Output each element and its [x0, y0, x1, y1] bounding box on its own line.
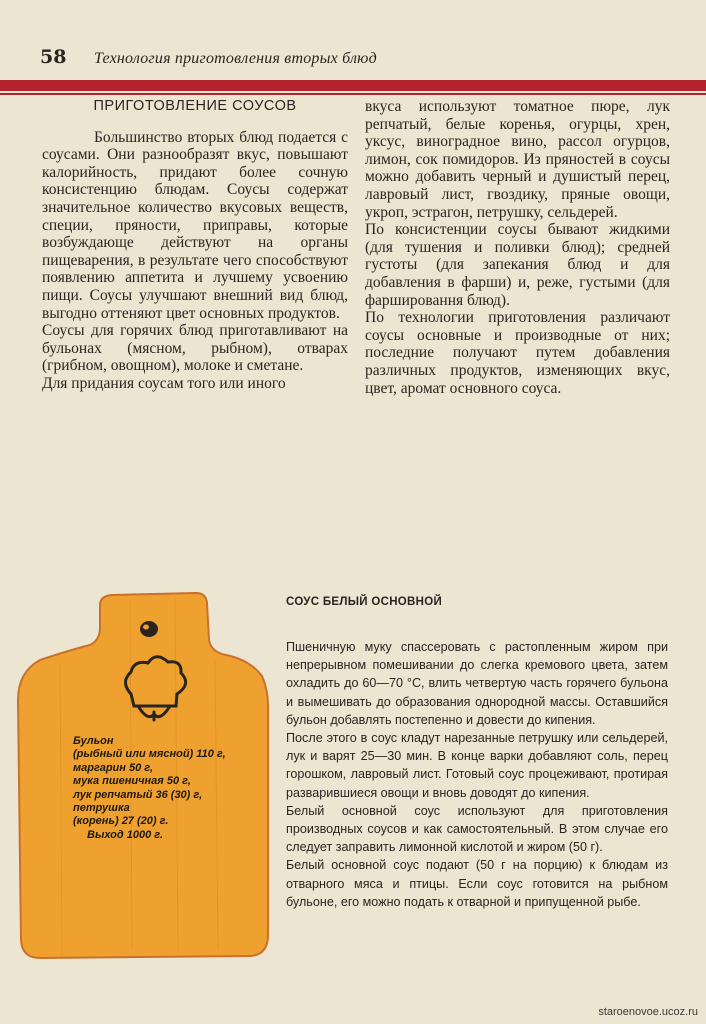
recipe-paragraph: Пшеничную муку спассеровать с растопленным жиром при непрерывном помешивании до слегка кремового цвета, затем охладить до 60—70 °С, влить четвертую часть горячего бульона и вымешивать до образования однородной массы. Оставшийся бульон добавлять постепенно и довести до кипения. [286, 640, 668, 727]
recipe-yield: Выход 1000 г. [87, 828, 164, 841]
ingredient-line: (корень) 27 (20) г. [73, 815, 169, 828]
article-paragraph: Соусы для горячих блюд приготавливают на бульонах (мясном, рыбном), отварах (грибном, овощном), молоке и сметане. [42, 322, 348, 375]
article-title: ПРИГОТОВЛЕНИЕ СОУСОВ [93, 98, 297, 114]
running-title: Технология приготовления вторых блюд [94, 50, 377, 67]
recipe-paragraph: После этого в соус кладут нарезанные петрушку или сельдерей, лук и варят 25—30 мин. В конце варки добавляют соль, перец горошком, лавровый лист. Готовый соус процеживают, протирая разварившиеся овощи и вновь доводят до кипения. [286, 731, 668, 800]
article-paragraph: вкуса используют томатное пюре, лук репчатый, белые коренья, огурцы, хрен, уксус, виноградное вино, рассол огурцов, лимон, сок помидоров. Из пряностей в соусы можно добавить черный и душистый перец, лавровый лист, гвоздику, пряные овощи, укроп, эстрагон, петрушку, сельдерей. [365, 98, 670, 221]
article-paragraph: Для придания соусам того или иного [42, 374, 286, 392]
ingredients-list [73, 735, 263, 842]
recipe-title: СОУС БЕЛЫЙ ОСНОВНОЙ [286, 596, 443, 608]
recipe-paragraph: Белый основной соус используют для приготовления производных соусов и как самостоятельный. В этом случае его следует заправить лимонной кислотой и жиром (50 г). [286, 803, 668, 855]
watermark: staroenovoe.ucoz.ru [598, 1006, 698, 1018]
ingredient-line: мука пшеничная 50 г, [73, 775, 191, 788]
ingredient-line: петрушка [73, 802, 130, 815]
page-number: 58 [40, 46, 67, 68]
article-paragraph: По технологии приготовления различают соусы основные и производные от них; последние получают путем добавления различных продуктов, изменяющих вкус, цвет, аромат основного соуса. [365, 309, 670, 397]
article-paragraph: Большинство вторых блюд подается с соусами. Они разнообразят вкус, повышают калорийность, придают более сочную консистенцию блюдам. Соусы содержат значительное количество вкусовых веществ, специи, пряности, приправы, которые возбуждающе действуют на органы пищеварения, в результате чего способствуют появлению аппетита и лучшему усвоению пищи. Соусы улучшают внешний вид блюд, выгодно оттеняют цвет основных продуктов. [42, 128, 348, 322]
recipe-paragraph: Белый основной соус подают (50 г на порцию) к блюдам из отварного мяса и птицы. Если соус готовится на рыбном бульоне, его можно подать к отварной и припущенной рыбе. [286, 858, 668, 909]
recipe-text [286, 638, 668, 911]
ingredient-line: (рыбный или мясной) 110 г, [73, 748, 226, 761]
article-paragraph: По консистенции соусы бывают жидкими (для тушения и поливки блюд); средней густоты (для запекания блюд и для добавления в фарши) и, реже, густыми (для фаршировання блюд). [365, 221, 670, 309]
ingredient-line: лук репчатый 36 (30) г, [73, 788, 203, 801]
ingredient-line: Бульон [73, 735, 114, 747]
ingredient-line: маргарин 50 г, [73, 761, 154, 774]
hanging-hole [140, 621, 158, 637]
